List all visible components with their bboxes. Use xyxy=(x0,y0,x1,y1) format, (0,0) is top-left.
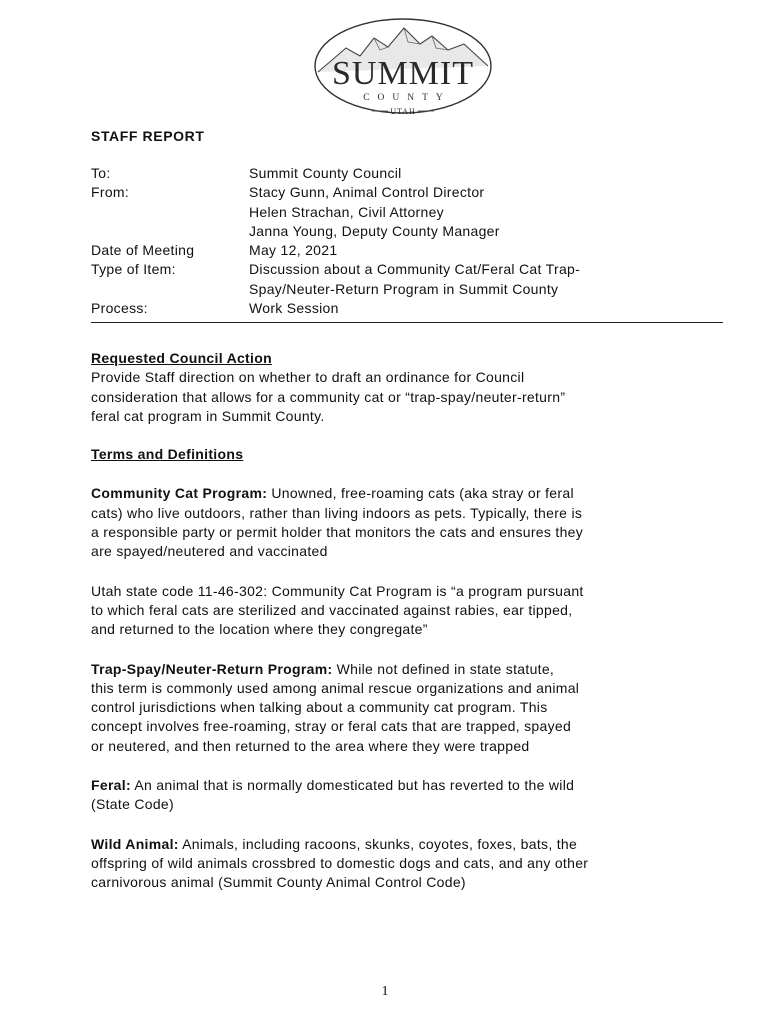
text-line: cats) who live outdoors, rather than living indoors as pets. Typically, there is xyxy=(91,504,583,521)
type-value-line: Spay/Neuter-Return Program in Summit County xyxy=(249,280,559,297)
memo-header xyxy=(91,164,731,318)
wild-animal-definition xyxy=(91,835,691,893)
text-line: Unowned, free-roaming cats (aka stray or feral xyxy=(267,485,574,502)
terms-heading: Terms and Definitions xyxy=(91,446,244,463)
type-label: Type of Item: xyxy=(91,261,176,278)
report-title: STAFF REPORT xyxy=(91,128,205,144)
header-divider xyxy=(91,322,723,323)
to-row xyxy=(91,164,731,183)
text-line: Provide Staff direction on whether to draft an ordinance for Council xyxy=(91,369,525,386)
text-line: to which feral cats are sterilized and vaccinated against rabies, ear tipped, xyxy=(91,601,573,618)
logo-county-text: COUNTY xyxy=(363,93,451,103)
process-row xyxy=(91,299,731,318)
text-line: (State Code) xyxy=(91,796,174,813)
definition-term: Trap-Spay/Neuter-Return Program: xyxy=(91,660,333,677)
process-value: Work Session xyxy=(249,300,339,317)
community-cat-definition xyxy=(91,484,691,561)
report-body xyxy=(91,349,691,893)
type-row xyxy=(91,260,731,299)
from-value-line: Stacy Gunn, Animal Control Director xyxy=(249,184,485,201)
from-label: From: xyxy=(91,184,130,201)
text-line: a responsible party or permit holder that monitors the cats and ensures they xyxy=(91,524,584,541)
date-row xyxy=(91,241,731,260)
from-value-line: Janna Young, Deputy County Manager xyxy=(249,222,500,239)
text-line: control jurisdictions when talking about a community cat program. This xyxy=(91,699,548,716)
definition-term: Community Cat Program: xyxy=(91,485,268,502)
text-line: consideration that allows for a community cat or “trap-spay/neuter-return” xyxy=(91,388,566,405)
date-label: Date of Meeting xyxy=(91,242,195,259)
feral-definition xyxy=(91,776,691,815)
logo-name-text: SUMMIT xyxy=(331,55,475,92)
text-line: and returned to the location where they congregate” xyxy=(91,621,428,638)
text-line: offspring of wild animals crossbred to domestic dogs and cats, and any other xyxy=(91,854,589,871)
logo-state-text: UTAH xyxy=(390,107,416,116)
text-line: carnivorous animal (Summit County Animal Control Code) xyxy=(91,874,466,891)
definition-term: Feral: xyxy=(91,777,131,794)
from-values xyxy=(249,183,731,241)
type-values xyxy=(249,260,731,299)
summit-county-logo xyxy=(308,14,498,124)
text-line: or neutered, and then returned to the area where they were trapped xyxy=(91,737,530,754)
from-row xyxy=(91,183,731,241)
text-line: this term is commonly used among animal rescue organizations and animal xyxy=(91,679,580,696)
type-value-line: Discussion about a Community Cat/Feral Cat Trap- xyxy=(249,261,581,278)
text-line: An animal that is normally domesticated but has reverted to the wild xyxy=(130,777,575,794)
summit-county-logo-graphic xyxy=(308,14,498,124)
text-line: concept involves free-roaming, stray or feral cats that are trapped, spayed xyxy=(91,718,572,735)
to-label: To: xyxy=(91,165,111,181)
text-line: Utah state code 11-46-302: Community Cat Program is “a program pursuant xyxy=(91,582,584,599)
process-label: Process: xyxy=(91,300,148,317)
text-line: are spayed/neutered and vaccinated xyxy=(91,543,328,560)
to-value: Summit County Council xyxy=(249,165,402,181)
text-line: feral cat program in Summit County. xyxy=(91,407,325,424)
requested-action-text xyxy=(91,368,691,426)
utah-code-definition xyxy=(91,582,691,640)
text-line: While not defined in state statute, xyxy=(332,660,555,677)
from-value-line: Helen Strachan, Civil Attorney xyxy=(249,203,444,220)
requested-action-heading: Requested Council Action xyxy=(91,350,272,366)
page-number: 1 xyxy=(381,984,389,999)
tnr-definition xyxy=(91,660,691,756)
definition-term: Wild Animal: xyxy=(91,835,179,852)
date-value: May 12, 2021 xyxy=(249,242,338,259)
text-line: Animals, including racoons, skunks, coyotes, foxes, bats, the xyxy=(178,835,578,852)
